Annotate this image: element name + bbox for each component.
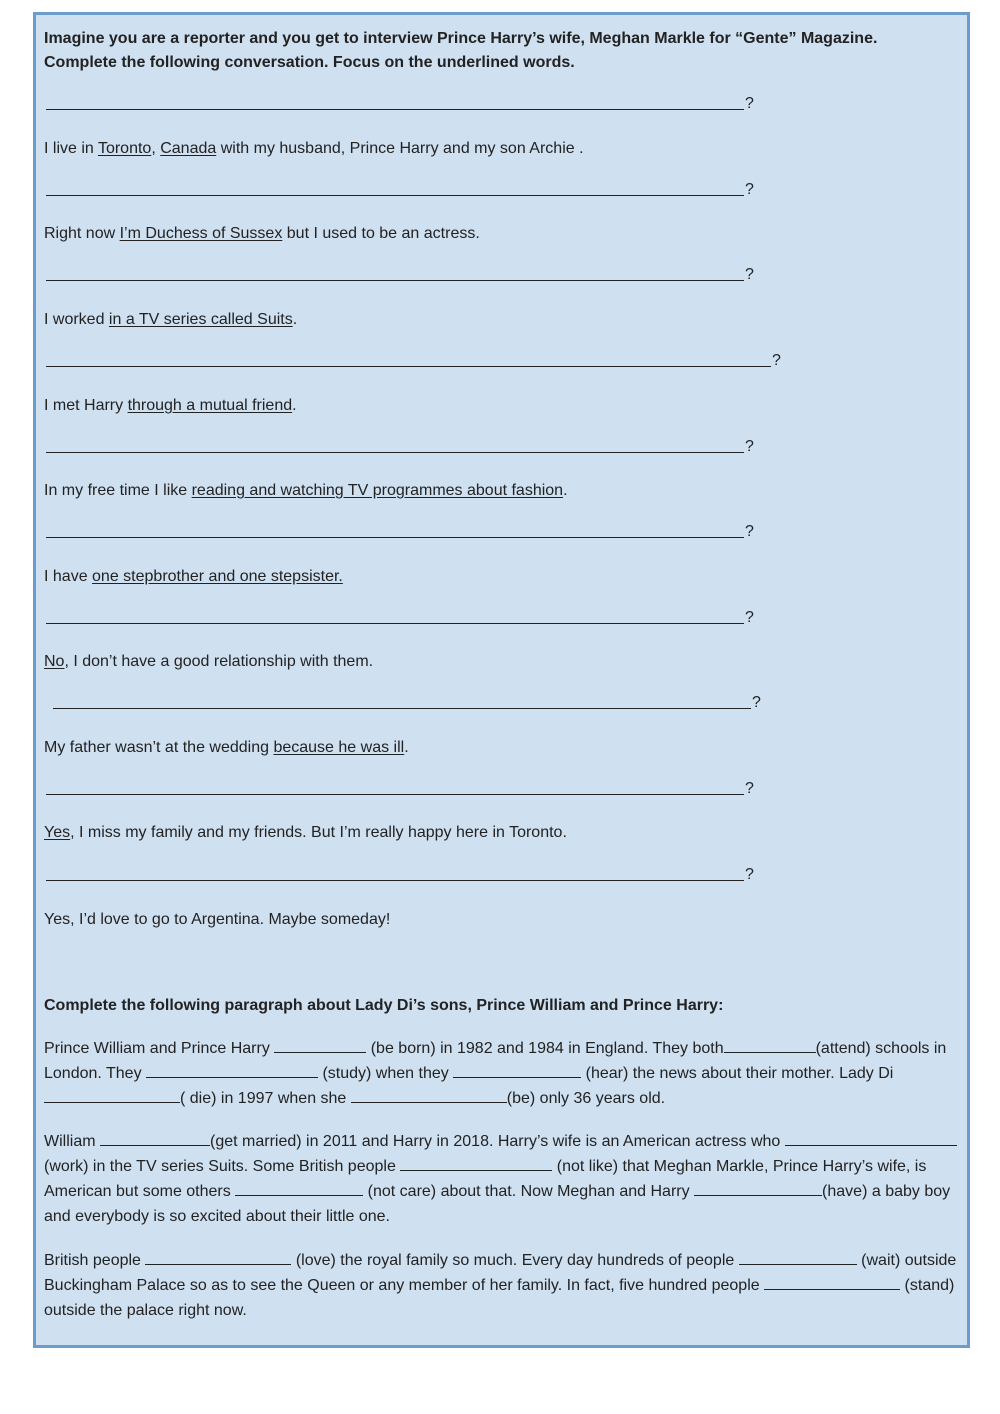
instructions-line-1: Imagine you are a reporter and you get to interview Prince Harry’s wife, Meghan Markle for “Gente” Magazine. <box>44 30 878 47</box>
verb-blank[interactable] <box>694 1181 822 1196</box>
verb-blank[interactable] <box>724 1038 816 1053</box>
paragraph-2: William (get married) in 2011 and Harry in 2018. Harry’s wife is an American actress who (work) in the TV series Suits. Some British people (not like) that Meghan Markle, Prince Harry’s wife, is American but some others (not care) about that. Now Meghan and Harry (have) a baby boy and everybody is so excited about their little one. <box>44 1129 959 1229</box>
part2-heading: Complete the following paragraph about Lady Di’s sons, Prince William and Prince Harry: <box>44 997 724 1014</box>
paragraph-3: British people (love) the royal family so much. Every day hundreds of people (wait) outside Buckingham Palace so as to see the Queen or any member of her family. In fact, five hundred people (stand) outside the palace right now. <box>44 1252 957 1319</box>
verb-blank[interactable] <box>146 1063 318 1078</box>
answer-10: Yes, I’d love to go to Argentina. Maybe someday! <box>44 911 391 928</box>
instructions-line-2: Complete the following conversation. Focus on the underlined words. <box>44 54 575 71</box>
verb-blank[interactable] <box>739 1250 857 1265</box>
answer-4: I met Harry through a mutual friend. <box>44 397 297 414</box>
verb-blank[interactable] <box>100 1131 210 1146</box>
verb-blank[interactable] <box>764 1275 900 1290</box>
verb-blank[interactable] <box>44 1088 180 1103</box>
answer-3: I worked in a TV series called Suits. <box>44 311 298 328</box>
verb-blank[interactable] <box>785 1131 957 1146</box>
verb-blank[interactable] <box>145 1250 291 1265</box>
answer-1: I live in Toronto, Canada with my husband, Prince Harry and my son Archie . <box>44 140 584 157</box>
verb-blank[interactable] <box>453 1063 581 1078</box>
answer-8: My father wasn’t at the wedding because he was ill. <box>44 739 409 756</box>
answer-5: In my free time I like reading and watching TV programmes about fashion. <box>44 482 568 499</box>
answer-6: I have one stepbrother and one stepsister. <box>44 568 343 585</box>
answer-9: Yes, I miss my family and my friends. But I’m really happy here in Toronto. <box>44 824 567 841</box>
verb-blank[interactable] <box>351 1088 507 1103</box>
answer-7: No, I don’t have a good relationship with them. <box>44 653 374 670</box>
verb-blank[interactable] <box>235 1181 363 1196</box>
paragraph-1: Prince William and Prince Harry (be born) in 1982 and 1984 in England. They both (attend) schools in London. They (study) when they (hear) the news about their mother. Lady Di( die) in 1997 when she (be) only 36 years old. <box>44 1040 947 1107</box>
verb-blank[interactable] <box>274 1038 366 1053</box>
verb-blank[interactable] <box>400 1156 552 1171</box>
answer-2: Right now I’m Duchess of Sussex but I used to be an actress. <box>44 225 480 242</box>
